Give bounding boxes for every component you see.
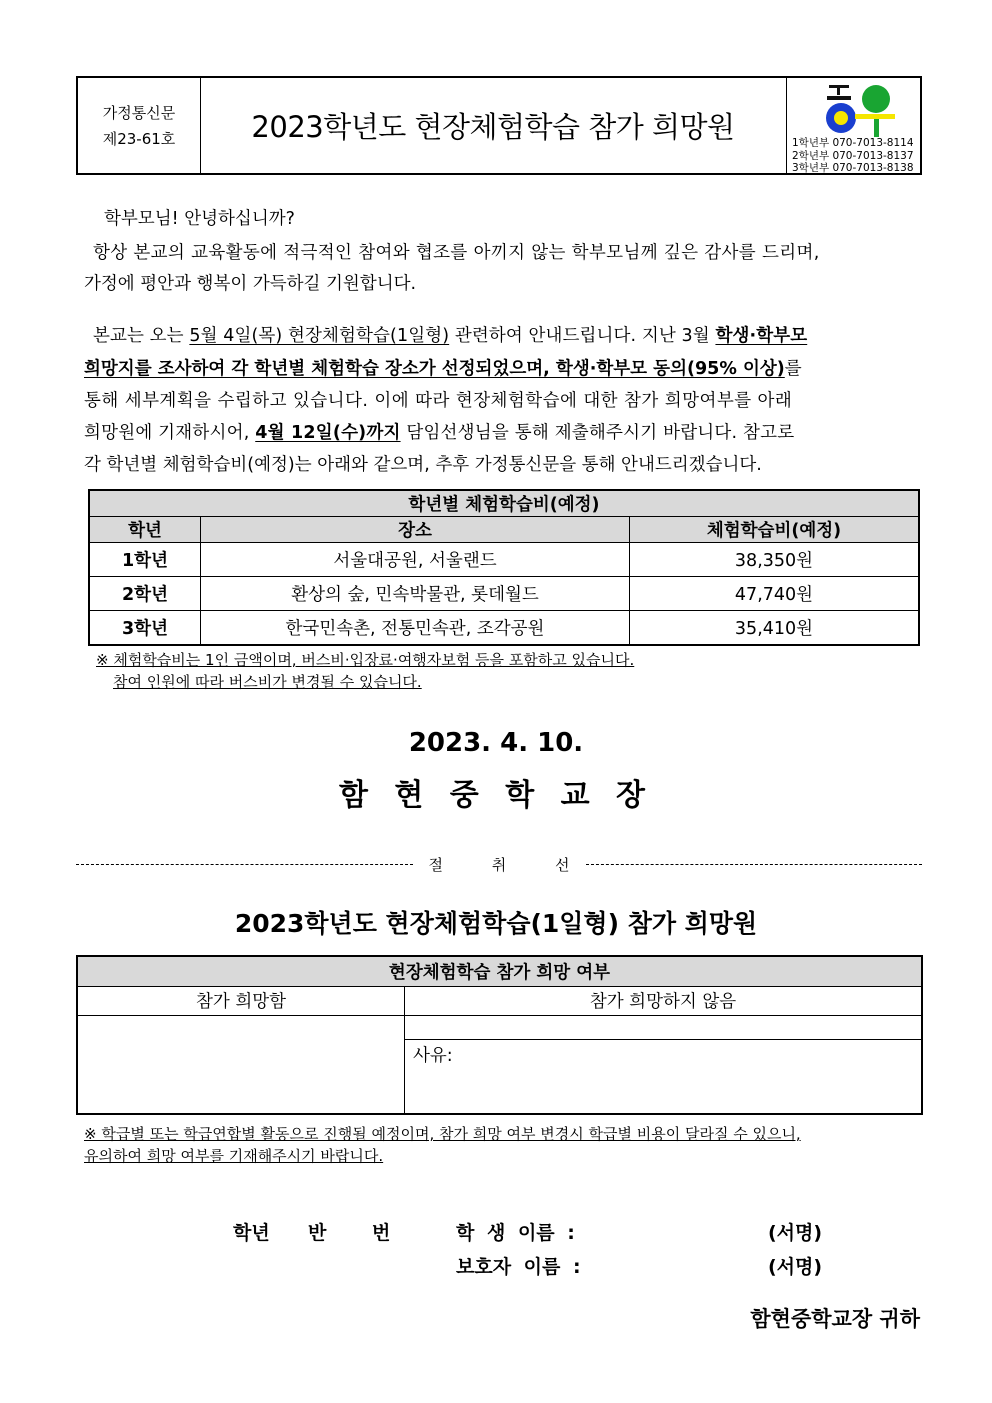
- reply-note-1: [84, 1124, 801, 1145]
- phone-grade-1: 1학년부 070-7013-8114: [792, 137, 914, 149]
- school-logo-icon: [825, 84, 895, 140]
- body-line-4: [84, 417, 914, 449]
- header-grade: 학년: [89, 517, 201, 543]
- class-label: 반: [308, 1222, 327, 1244]
- fee-table-caption-row: [89, 490, 919, 517]
- principal-name: 함 현 중 학 교 장: [338, 778, 654, 813]
- student-name-label: 학 생 이름 :: [456, 1222, 575, 1244]
- reply-table: [76, 955, 923, 1115]
- phone-grade-2: 2학년부 070-7013-8137: [792, 149, 914, 162]
- number-label: 번: [372, 1222, 391, 1244]
- guardian-sign: (서명): [768, 1256, 823, 1278]
- intro-line-2: 항상 본교의 교육활동에 적극적인 참여와 협조를 아끼지 않는 학부모님께 깊은 감사를 드리며,: [93, 243, 820, 263]
- table-row: [89, 577, 919, 611]
- reply-title: 2023학년도 현장체험학습(1일형) 참가 희망원: [234, 909, 758, 938]
- intro-line-3: 가정에 평안과 행복이 가득하길 기원합니다.: [84, 274, 417, 294]
- grade-cell: 3학년: [89, 611, 201, 645]
- table-row: [89, 543, 919, 577]
- document-header: [76, 76, 922, 175]
- document-title: 2023학년도 현장체험학습 참가 희망원: [251, 110, 735, 144]
- option-yes-mark-cell[interactable]: [77, 1015, 405, 1114]
- tear-dash-right: [586, 864, 923, 865]
- grade-cell: 2학년: [89, 577, 201, 611]
- student-sign: (서명): [768, 1222, 823, 1244]
- body-text: 희망원에 기재하시어,: [84, 423, 256, 443]
- greeting: 학부모님! 안녕하십니까?: [104, 209, 295, 229]
- fee-note-2: [113, 672, 422, 693]
- place-cell: 환상의 숲, 민속박물관, 롯데월드: [201, 577, 630, 611]
- phone-grade-3: 3학년부 070-7013-8138: [792, 162, 914, 174]
- reply-mark-row: [77, 1015, 922, 1039]
- fee-table-caption: 학년별 체험학습비(예정): [89, 490, 919, 517]
- place-cell: 서울대공원, 서울랜드: [201, 543, 630, 577]
- fee-note-text: ※ 체험학습비는 1인 금액이며, 버스비·입장료·여행자보험 등을 포함하고 있습니다.: [96, 651, 635, 669]
- addressee: 함현중학교장 귀하: [750, 1307, 920, 1331]
- fee-cell: 35,410원: [630, 611, 920, 645]
- option-no-mark-cell[interactable]: [405, 1015, 923, 1039]
- tear-line: [76, 852, 922, 876]
- place-cell: 한국민속촌, 전통민속관, 조각공원: [201, 611, 630, 645]
- fee-cell: 47,740원: [630, 577, 920, 611]
- reason-cell[interactable]: [405, 1039, 923, 1114]
- header-fee: 체험학습비(예정): [630, 517, 920, 543]
- grade-cell: 1학년: [89, 543, 201, 577]
- issue-date: 2023. 4. 10.: [408, 728, 584, 758]
- submit-deadline: 4월 12일(수)까지: [255, 423, 401, 443]
- header-doc-info: [78, 78, 201, 173]
- body-line-2: [84, 353, 914, 385]
- reply-caption: 현장체험학습 참가 희망 여부: [77, 956, 922, 986]
- body-line-1: [93, 320, 913, 352]
- survey-highlight: 희망지를 조사하여 각 학년별 체험학습 장소가 선정되었으며, 학생·학부모 동의(95% 이상): [84, 359, 785, 379]
- reply-note-text: ※ 학급별 또는 학급연합별 활동으로 진행될 예정이며, 참가 희망 여부 변경시 학급별 비용이 달라질 수 있으니,: [84, 1125, 801, 1143]
- grade-label: 학년: [233, 1222, 270, 1244]
- body-line-3: 통해 세부계획을 수립하고 있습니다. 이에 따라 현장체험학습에 대한 참가 희망여부를 아래: [84, 391, 793, 411]
- fee-table: [88, 489, 920, 646]
- event-date: 5월 4일(목) 현장체험학습(1일형): [189, 326, 450, 346]
- fee-note-1: [96, 650, 634, 671]
- option-no-header: 참가 희망하지 않음: [405, 986, 923, 1015]
- option-yes-header: 참가 희망함: [77, 986, 405, 1015]
- fee-table-header-row: [89, 517, 919, 543]
- body-line-5: 각 학년별 체험학습비(예정)는 아래와 같으며, 추후 가정통신문을 통해 안내드리겠습니다.: [84, 455, 762, 475]
- reply-note-text: 유의하여 희망 여부를 기재해주시기 바랍니다.: [84, 1147, 384, 1165]
- guardian-name-label: 보호자 이름 :: [456, 1256, 581, 1278]
- reply-caption-row: [77, 956, 922, 986]
- reason-label: 사유:: [413, 1045, 453, 1066]
- header-contact: [786, 78, 921, 173]
- fee-note-text: 참여 인원에 따라 버스비가 변경될 수 있습니다.: [113, 673, 422, 691]
- body-text: 담임선생님을 통해 제출해주시기 바랍니다. 참고로: [400, 423, 795, 443]
- body-text: 관련하여 안내드립니다. 지난 3월: [449, 326, 716, 346]
- body-text: 본교는 오는: [93, 326, 190, 346]
- fee-cell: 38,350원: [630, 543, 920, 577]
- doc-number: 제23-61호: [102, 129, 176, 148]
- tear-dash-left: [76, 864, 413, 865]
- reply-note-2: [84, 1146, 383, 1167]
- tear-line-label: 절 취 선: [428, 855, 592, 874]
- table-row: [89, 611, 919, 645]
- header-place: 장소: [201, 517, 630, 543]
- body-text: 를: [784, 359, 802, 379]
- reply-header-row: [77, 986, 922, 1015]
- doc-type: 가정통신문: [102, 103, 176, 122]
- phone-list: [792, 137, 914, 175]
- survey-highlight: 학생·학부모: [715, 326, 808, 346]
